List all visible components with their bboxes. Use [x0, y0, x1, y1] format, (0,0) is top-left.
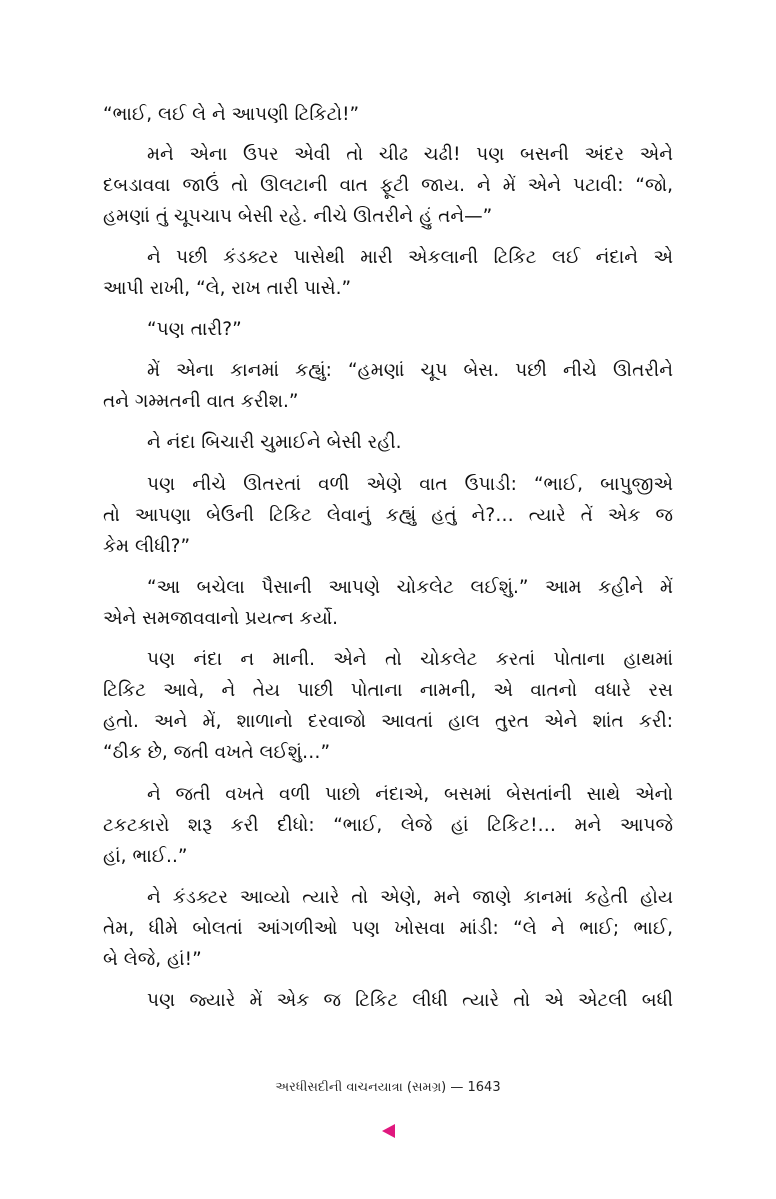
- text-line: ને નંદા બિચારી ચુમાઈને બેસી રહી.: [147, 432, 402, 453]
- text-line: ને પછી કંડક્ટર પાસેથી મારી એકલાની ટિકિટ લઈ નંદાને એ: [147, 247, 673, 268]
- text-line: ટિકિટ આવે, ને તેય પાછી પોતાના નામની, એ વાતનો વધારે રસ: [103, 680, 673, 701]
- text-line: “પણ તારી?”: [147, 319, 242, 340]
- text-line: તને ગમ્મતની વાત કરીશ.”: [103, 391, 299, 412]
- text-line: દબડાવવા જાઉં તો ઊલટાની વાત ફૂટી જાય. ને મેં એને પટાવી: “જો,: [103, 175, 673, 196]
- text-line: આપી રાખી, “લે, રાખ તારી પાસે.”: [103, 278, 352, 299]
- text-line: પણ નીચે ઊતરતાં વળી એણે વાત ઉપાડી: “ભાઈ, બાપુજીએ: [147, 474, 673, 495]
- previous-page-arrow-icon[interactable]: [382, 1124, 395, 1138]
- text-line: પણ નંદા ન માની. એને તો ચોકલેટ કરતાં પોતાના હાથમાં: [147, 649, 673, 670]
- text-line: “ઠીક છે, જતી વખતે લઈશું…”: [103, 742, 331, 763]
- text-line: તેમ, ધીમે બોલતાં આંગળીઓ પણ ખોસવા માંડી: “લે ને ભાઈ; ભાઈ,: [103, 918, 673, 939]
- text-line: પણ જ્યારે મેં એક જ ટિકિટ લીધી ત્યારે તો એ એટલી બધી: [147, 990, 673, 1011]
- text-line: ટકટકારો શરૂ કરી દીધો: “ભાઈ, લેજે હાં ટિકિટ!… મને આપજે: [103, 815, 673, 836]
- text-line: ને જતી વખતે વળી પાછો નંદાએ, બસમાં બેસતાંની સાથે એનો: [147, 784, 673, 805]
- text-line: હાં, ભાઈ..”: [103, 846, 188, 867]
- text-line: હમણાં તું ચૂપચાપ બેસી રહે. નીચે ઊતરીને હું તને—”: [103, 206, 493, 227]
- text-line: મેં એના કાનમાં કહ્યું: “હમણાં ચૂપ બેસ. પછી નીચે ઊતરીને: [147, 360, 673, 381]
- text-line: ને કંડક્ટર આવ્યો ત્યારે તો એણે, મને જાણે કાનમાં કહેતી હોય: [147, 887, 673, 908]
- text-line: મને એના ઉપર એવી તો ચીઢ ચઢી! પણ બસની અંદર એને: [147, 144, 673, 165]
- text-line: એને સમજાવવાનો પ્રયત્ન કર્યો.: [103, 608, 339, 629]
- running-footer: અરધીસદીની વાચનયાત્રા (સમગ્ર) — 1643: [275, 1080, 501, 1095]
- text-line: બે લેજે, હાં!”: [103, 949, 202, 970]
- text-line: “આ બચેલા પૈસાની આપણે ચોકલેટ લઈશું.” આમ કહીને મેં: [147, 577, 673, 598]
- text-line: કેમ લીધી?”: [103, 536, 191, 557]
- text-line: હતો. અને મેં, શાળાનો દરવાજો આવતાં હાલ તુરત એને શાંત કરી:: [103, 711, 673, 732]
- text-line: “ભાઈ, લઈ લે ને આપણી ટિકિટો!”: [103, 104, 360, 125]
- text-line: તો આપણા બેઉની ટિકિટ લેવાનું કહ્યું હતું ને?… ત્યારે તેં એક જ: [103, 505, 673, 526]
